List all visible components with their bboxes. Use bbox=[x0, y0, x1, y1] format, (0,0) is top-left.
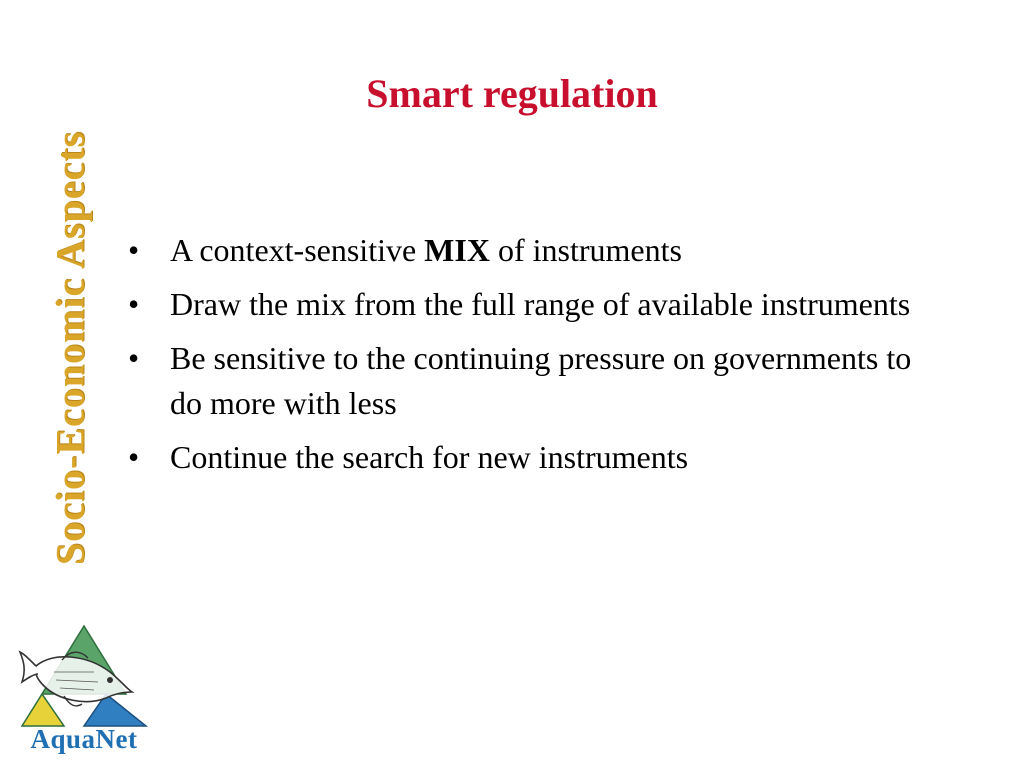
bullet-glyph: • bbox=[128, 232, 140, 268]
bullet-emphasis: MIX bbox=[424, 232, 490, 268]
bullet-item bbox=[128, 336, 928, 426]
bullet-item bbox=[128, 435, 928, 480]
logo-text: AquaNet bbox=[30, 724, 138, 754]
bullet-text-end: of instruments bbox=[489, 232, 682, 268]
bullet-list bbox=[128, 228, 928, 489]
bullet-text: Be sensitive to the continuing pressure on governments to do more with less bbox=[170, 340, 912, 421]
fish-icon bbox=[20, 652, 132, 706]
bullet-text: Continue the search for new instruments bbox=[170, 439, 689, 475]
bullet-glyph: • bbox=[128, 439, 140, 475]
bullet-text: A context-sensitive bbox=[170, 232, 425, 268]
slide-title: Smart regulation bbox=[366, 71, 658, 116]
bullet-glyph: • bbox=[128, 286, 140, 322]
bullet-item bbox=[128, 282, 928, 327]
bullet-glyph: • bbox=[128, 340, 140, 376]
bullet-item bbox=[128, 228, 928, 273]
bullet-text: Draw the mix from the full range of available instruments bbox=[170, 286, 911, 322]
side-title: Socio-Economic Aspects bbox=[47, 130, 93, 566]
